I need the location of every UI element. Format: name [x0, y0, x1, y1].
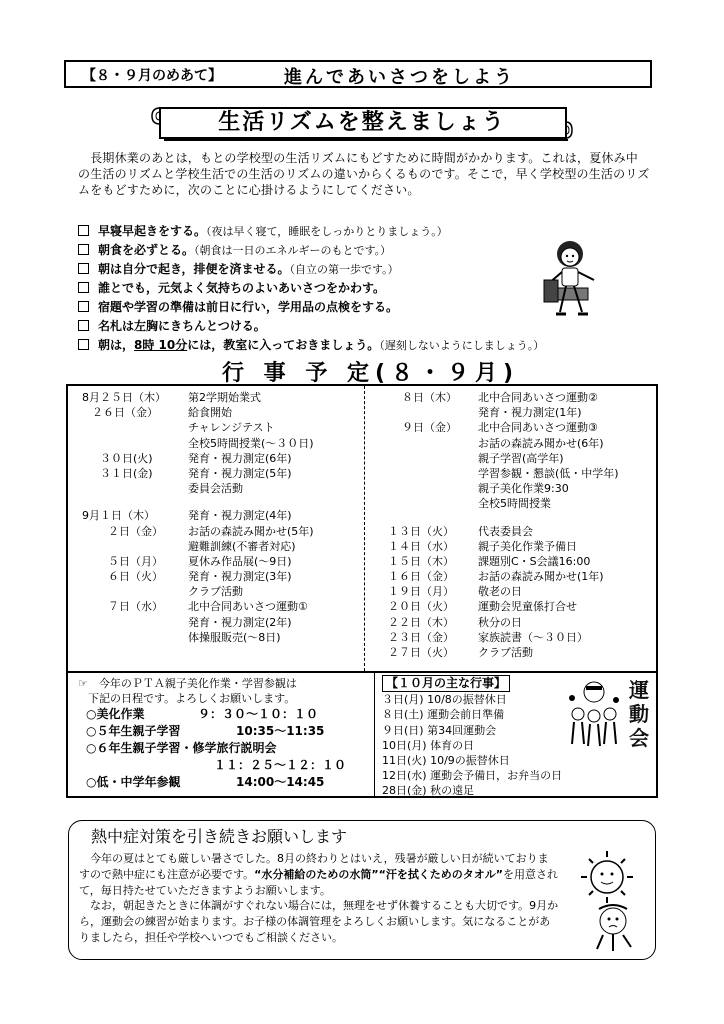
october-item: ９日(日) 第34回運動会 [382, 723, 497, 737]
events-august-september-left [82, 390, 362, 645]
checklist-item: 名札は左胸にきちんとつける。 [78, 317, 658, 336]
checkbox-icon [78, 244, 89, 255]
event-row: ２２日（木） 秋分の日 [388, 615, 522, 629]
event-row: ２６日（金） 給食開始 [92, 406, 232, 420]
event-row: 8月２５日（木） 第2学期始業式 [82, 391, 261, 404]
intro-paragraph: 長期休業のあとは，もとの学校型の生活リズムにもどすために時間がかかります。これは，夏休み中の生活のリズムと学校生活での生活のリズムの違いからくるものです。そこで，早く学校型の生活のリズムをもどすために，次のことに心掛けるようにしてください。 [78, 151, 650, 197]
event-row: ２３日（金） 家族読書（～３０日） [388, 630, 588, 644]
event-schedule-box [66, 384, 658, 798]
pta-intro-line: ☞ 今年のＰＴＡ親子美化作業・学習参観は [78, 677, 297, 690]
sports-day-label: 運動会 [629, 678, 649, 750]
event-row: ３１日(金) 発育・視力測定(5年) [100, 466, 292, 480]
event-row: １３日（火） 代表委員会 [388, 524, 533, 538]
checkbox-icon [78, 339, 89, 350]
october-item: ８日(土) 運動会前日準備 [382, 708, 505, 722]
checkbox-icon [78, 320, 89, 331]
checklist-item: 宿題や学習の準備は前日に行い，学用品の点検をする。 [78, 298, 658, 317]
october-title: 【１０月の主な行事】 [382, 675, 510, 692]
checklist-item: 早寝早起きをする。（夜は早く寝て，睡眠をしっかりとりましょう。） [78, 222, 658, 241]
schedule-title: 行 事 予 定(８・９月) [222, 361, 520, 386]
checklist-item: 朝は自分で起き，排便を済ませる。（自立の第一歩です。） [78, 260, 658, 279]
event-row: 委員会活動 [188, 482, 243, 496]
checklist-item: 誰とでも，元気よく気持ちのよいあいさつをかわす。 [78, 279, 658, 298]
event-row: ９日（金） 北中合同あいさつ運動③ [402, 421, 598, 435]
checkbox-icon [78, 282, 89, 293]
events-september-right [374, 390, 654, 660]
event-row: 全校5時間授業 [478, 497, 551, 511]
october-item: ３日(月) 10/8の振替休日 [382, 693, 507, 707]
event-row: 親子学習(高学年) [478, 451, 564, 465]
event-row: １４日（水） 親子美化作業予備日 [388, 539, 577, 553]
heatstroke-title: 熱中症対策を引き続きお願いします [91, 827, 348, 846]
pta-item: ○６年生親子学習・修学旅行説明会 [86, 741, 277, 755]
pta-intro-line: 下記の日程です。よろしくお願いします。 [88, 692, 296, 705]
pta-item: ○美化作業 ９：３０～１０：１０ [86, 707, 319, 721]
event-row: ２７日（火） クラブ活動 [388, 646, 533, 659]
event-row: ６日（火） 発育・視力測定(3年) [108, 570, 292, 584]
pta-item: ○５年生親子学習 10:35～11:35 [86, 724, 325, 738]
girl-exercising-illustration [536, 238, 606, 322]
heatstroke-body: 今年の夏はとても厳しい暑さでした。8月の終わりとはいえ，残暑が厳しい日が続いておりますので熱中症にも注意が必要です。“水分補給のための水筒”“汗を拭くためのタオル”を用意されて，毎日持たせていただきますようお願いします。 なお，朝起きたときに体調がすぐれない場合には，無理をせず休養することも大切です。9月から，運動会の練習が始まります。お子様の体調管理をよろしくお願いします。気になることがありましたら，担任や学校へいつでもご相談ください。 [79, 852, 559, 944]
checklist-item: 朝食を必ずとる。（朝食は一日のエネルギーのもとです。） [78, 241, 658, 260]
event-row: お話の森読み聞かせ(6年) [478, 436, 604, 450]
event-row: 学習参観・懇談(低・中学年) [478, 466, 619, 480]
checkbox-icon [78, 225, 89, 236]
october-item: 10日(月) 体育の日 [382, 738, 475, 752]
october-item: 28日(金) 秋の遠足 [382, 784, 475, 798]
event-row: 全校5時間授業(～３０日) [188, 436, 314, 450]
event-row: ５日（月） 夏休み作品展(～9日) [108, 554, 292, 568]
event-row: ７日（水） 北中合同あいさつ運動① [108, 600, 308, 614]
pta-notice [78, 676, 368, 791]
heatstroke-notice [68, 820, 656, 960]
scroll-banner [150, 104, 574, 142]
event-row: 避難訓練(不審者対応) [188, 539, 296, 553]
event-row: ３０日(火) 発育・視力測定(6年) [100, 451, 292, 465]
checklist-item: 朝は，8時 10分には，教室に入っておきましょう。（遅刻しないようにしましょう。） [78, 336, 658, 355]
event-row: ２日（金） お話の森読み聞かせ(5年) [108, 524, 314, 538]
event-row: 発育・視力測定(1年) [478, 406, 582, 420]
checkbox-icon [78, 263, 89, 274]
pta-item: ○低・中学年参観 14:00～14:45 [86, 775, 325, 789]
event-row: 9月１日（木） 発育・視力測定(4年) [82, 509, 292, 523]
event-row: １６日（金） お話の森読み聞かせ(1年) [388, 570, 604, 584]
goal-text: 進んであいさつをしよう [284, 67, 515, 88]
goal-label: 【８・９月のめあて】 [82, 68, 222, 84]
monthly-goal-box [64, 60, 652, 88]
event-row: １５日（木） 課題別C・S会議16:00 [388, 554, 591, 568]
event-row: ８日（木） 北中合同あいさつ運動② [402, 391, 598, 404]
october-item: 11日(火) 10/9の振替休日 [382, 754, 510, 768]
event-row: 親子美化作業9:30 [478, 482, 569, 496]
event-row: チャレンジテスト [188, 421, 275, 435]
sun-and-child-illustration [569, 847, 651, 955]
column-divider [364, 386, 365, 671]
october-item: 12日(水) 運動会予備日，お弁当の日 [382, 769, 563, 783]
event-row: ２０日（火） 運動会児童係打合せ [388, 600, 577, 614]
event-row: クラブ活動 [188, 585, 243, 599]
event-row: １９日（月） 敬老の日 [388, 585, 522, 599]
section-divider [68, 671, 656, 673]
bottom-column-divider [374, 671, 375, 796]
event-row: 発育・視力測定(2年) [188, 615, 292, 629]
pta-item: １１：２５～１２：１０ [214, 758, 347, 772]
checkbox-icon [78, 301, 89, 312]
event-row: 体操服販売(～8日) [188, 630, 281, 644]
banner-title: 生活リズムを整えましょう [218, 110, 506, 135]
